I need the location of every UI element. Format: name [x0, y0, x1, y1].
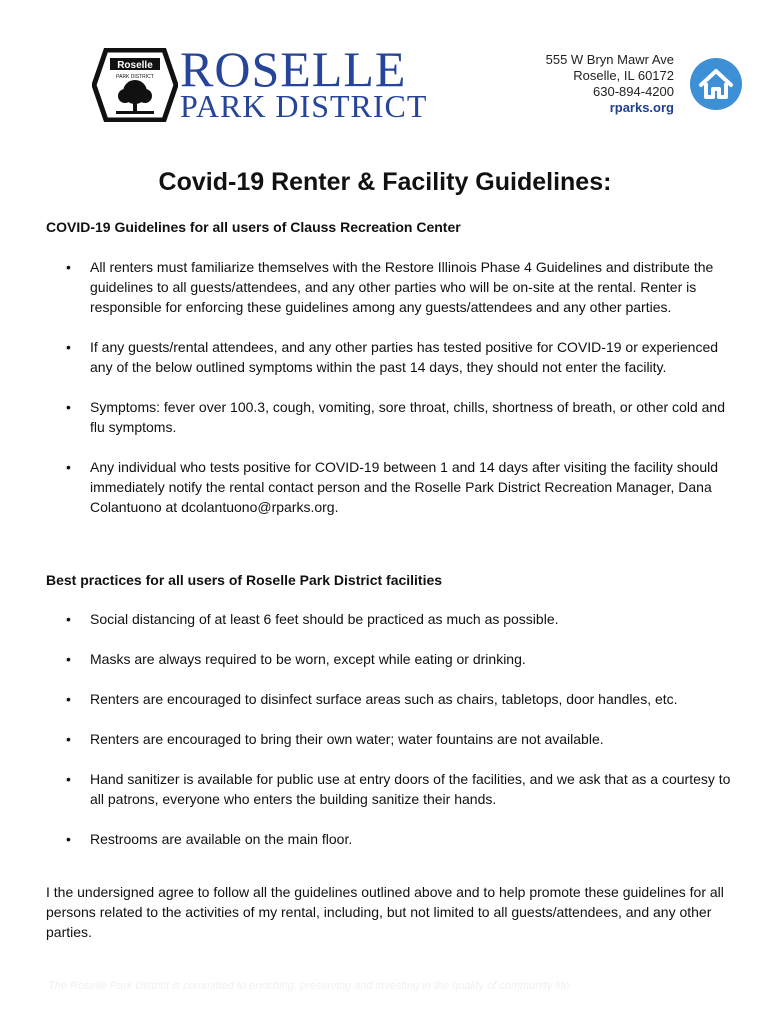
best-practices-list	[46, 609, 736, 869]
list-item: • Hand sanitizer is available for public use at entry doors of the facilities, and we ask that as a courtesy to all patrons, everyone who enters the building sanitize their hands.	[46, 769, 736, 809]
agreement-statement: I the undersigned agree to follow all the guidelines outlined above and to help promote these guidelines for all persons related to the activities of my rental, including, but not limited to all guests/attendees, and any other parties.	[46, 884, 724, 940]
list-item: • Renters are encouraged to disinfect surface areas such as chairs, tabletops, door handles, etc.	[46, 689, 736, 709]
footer-tagline: The Roselle Park District is committed to enriching, preserving and investing in the quality of community life.	[48, 980, 573, 992]
website-link[interactable]: rparks.org	[609, 100, 674, 115]
list-item: • All renters must familiarize themselves with the Restore Illinois Phase 4 Guidelines and distribute the guidelines to all guests/attendees, and any other parties who will be on-site at the rental. Renter is responsible for enforcing these guidelines among any guests/attendees and any other parties.	[46, 257, 736, 317]
clauss-guidelines-list	[46, 257, 736, 537]
section-heading-clauss: COVID-19 Guidelines for all users of Clauss Recreation Center	[46, 219, 461, 235]
page-title: Covid-19 Renter & Facility Guidelines:	[158, 168, 612, 196]
list-item: • Social distancing of at least 6 feet should be practiced as much as possible.	[46, 609, 736, 629]
list-item: • Restrooms are available on the main floor.	[46, 829, 736, 849]
contact-block	[530, 52, 674, 116]
badge-subtitle: PARK DISTRICT	[116, 74, 154, 80]
home-icon	[690, 58, 742, 110]
wordmark-park-district: PARK DISTRICT	[180, 88, 428, 124]
badge-title: Roselle	[117, 60, 153, 71]
list-item: • Renters are encouraged to bring their own water; water fountains are not available.	[46, 729, 736, 749]
list-item: • If any guests/rental attendees, and any other parties has tested positive for COVID-19 or experienced any of the below outlined symptoms within the past 14 days, they should not enter the facility.	[46, 337, 736, 377]
list-item: • Any individual who tests positive for COVID-19 between 1 and 14 days after visiting the facility should immediately notify the rental contact person and the Roselle Park District Recreation Manager, Dana Colantuono at dcolantuono@rparks.org.	[46, 457, 736, 517]
phone-number: 630-894-4200	[593, 84, 674, 99]
address-line-1: 555 W Bryn Mawr Ave	[545, 52, 674, 67]
address-line-2: Roselle, IL 60172	[573, 68, 674, 83]
park-district-badge-logo	[92, 48, 178, 122]
section-heading-best-practices: Best practices for all users of Roselle Park District facilities	[46, 572, 443, 588]
letterhead	[92, 41, 742, 126]
list-item: • Symptoms: fever over 100.3, cough, vomiting, sore throat, chills, shortness of breath, or other cold and flu symptoms.	[46, 397, 736, 437]
list-item: • Masks are always required to be worn, except while eating or drinking.	[46, 649, 736, 669]
wordmark-roselle: ROSELLE	[180, 41, 407, 97]
